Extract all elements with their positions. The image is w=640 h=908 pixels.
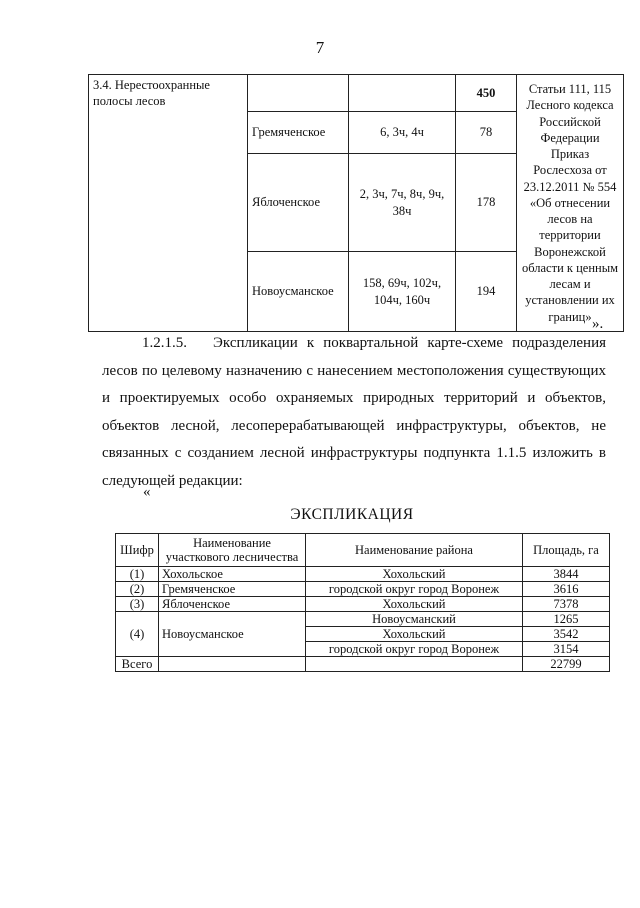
explication-table (115, 533, 610, 672)
table-row: Хохольский 3542 (116, 627, 610, 642)
header-district: Наименование района (306, 534, 523, 567)
forest-category-table (88, 74, 624, 332)
closing-quote: ». (592, 316, 604, 332)
table-row: (3) Яблоченское Хохольский 7378 (116, 597, 610, 612)
district-name: Яблоченское (248, 154, 349, 252)
quarter-list: 158, 69ч, 102ч, 104ч, 160ч (349, 252, 456, 332)
opening-quote: « (143, 484, 151, 500)
header-area: Площадь, га (523, 534, 610, 567)
district-area: 178 (456, 154, 517, 252)
legal-basis-cell: Статьи 111, 115 Лесного кодекса Российской Федерации Приказ Рослесхоза от 23.12.2011 № 554 «Об отнесении лесов на территории Воронежской области к ценным лесам и установлении их границ» (517, 75, 624, 332)
total-row (116, 657, 610, 672)
paragraph-text: Экспликации к поквартальной карте-схеме подразделения лесов по целевому назначению с нанесением местоположения существующих и проектируемых особо охраняемых природных территорий и объектов, объектов лесной, лесоперерабатывающей инфраструктуры, объектов, не связанных с созданием лесной инфраструктуры подпункта 1.1.5 изложить в следующей редакции: (102, 335, 606, 489)
explication-title: ЭКСПЛИКАЦИЯ (290, 506, 414, 523)
quarter-list: 2, 3ч, 7ч, 8ч, 9ч, 38ч (349, 154, 456, 252)
table-row: (1) Хохольское Хохольский 3844 (116, 567, 610, 582)
district-area: 194 (456, 252, 517, 332)
amendment-paragraph (102, 330, 606, 495)
district-area: 78 (456, 112, 517, 154)
total-area: 22799 (523, 657, 610, 672)
table-row: (2) Гремяченское городской округ город Воронеж 3616 (116, 582, 610, 597)
table-row: (4) Новоусманское Новоусманский 1265 (116, 612, 610, 627)
district-name: Гремяченское (248, 112, 349, 154)
table-row: городской округ город Воронеж 3154 (116, 642, 610, 657)
category-cell: 3.4. Нерестоохранные полосы лесов (89, 75, 248, 112)
header-code: Шифр (116, 534, 159, 567)
district-name: Новоусманское (248, 252, 349, 332)
header-forestry: Наименование участкового лесничества (159, 534, 306, 567)
total-label: Всего (116, 657, 159, 672)
page-number: 7 (315, 38, 325, 57)
category-total: 450 (456, 75, 517, 112)
quarter-list: 6, 3ч, 4ч (349, 112, 456, 154)
paragraph-number: 1.2.1.5. (142, 335, 187, 351)
